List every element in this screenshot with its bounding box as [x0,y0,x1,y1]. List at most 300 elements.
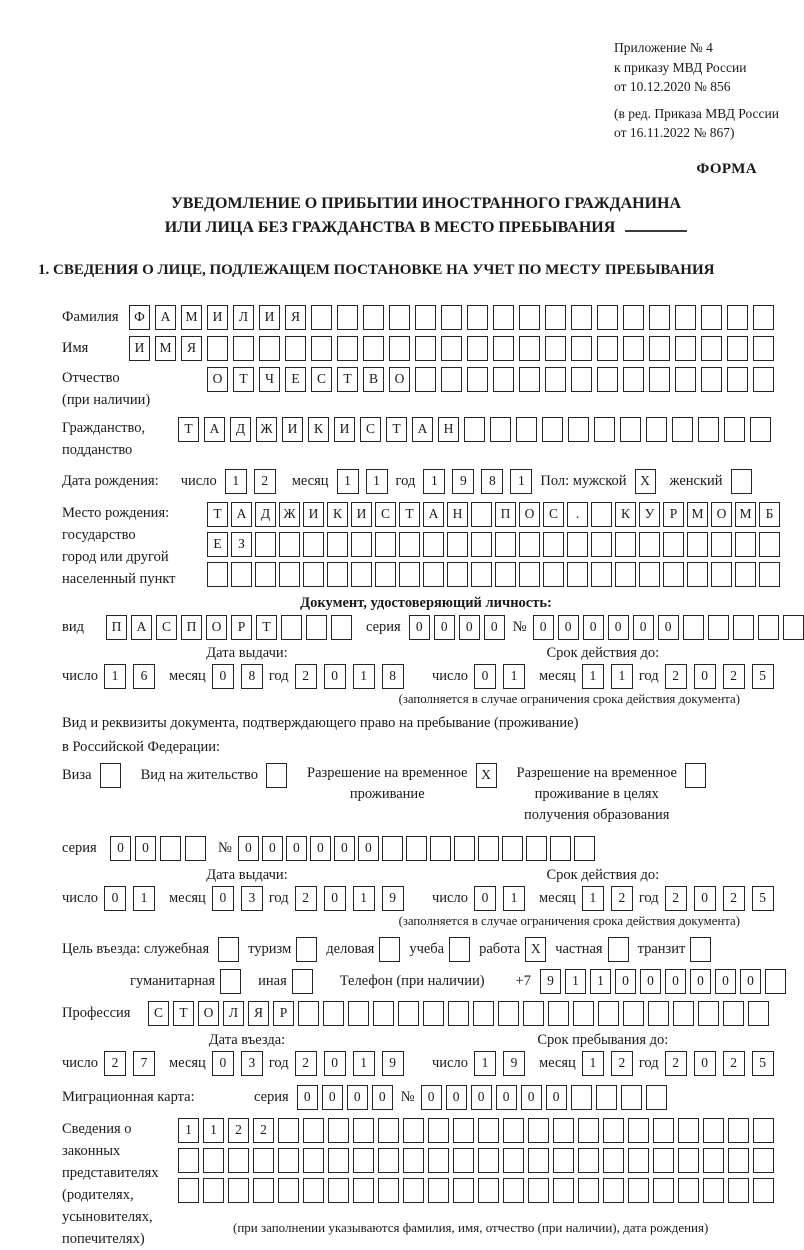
char-cell[interactable]: 0 [334,836,355,861]
char-cell[interactable] [648,1001,669,1026]
char-cell[interactable]: 0 [694,1051,716,1076]
char-cell[interactable]: Я [181,336,202,361]
char-cell[interactable]: 1 [353,1051,375,1076]
char-cell[interactable]: Т [207,502,228,527]
char-cell[interactable]: 8 [382,664,404,689]
char-cell[interactable] [728,1178,749,1203]
char-cell[interactable] [597,305,618,330]
char-cell[interactable] [623,305,644,330]
char-cell[interactable]: 5 [752,1051,774,1076]
char-cell[interactable] [428,1148,449,1173]
char-cell[interactable] [453,1118,474,1143]
char-cell[interactable] [303,532,324,557]
char-cell[interactable] [683,615,704,640]
char-cell[interactable]: 0 [434,615,455,640]
char-cell[interactable] [573,1001,594,1026]
char-cell[interactable] [327,562,348,587]
char-cell[interactable]: 0 [474,664,496,689]
char-cell[interactable]: 2 [611,886,633,911]
char-cell[interactable] [545,367,566,392]
char-cell[interactable]: 0 [583,615,604,640]
char-cell[interactable]: 0 [521,1085,542,1110]
char-cell[interactable] [311,336,332,361]
char-cell[interactable] [649,367,670,392]
char-cell[interactable]: Я [248,1001,269,1026]
char-cell[interactable]: 2 [665,1051,687,1076]
char-cell[interactable] [478,836,499,861]
char-cell[interactable] [758,615,779,640]
char-cell[interactable]: О [198,1001,219,1026]
char-cell[interactable] [678,1118,699,1143]
char-cell[interactable] [303,562,324,587]
char-cell[interactable]: Ж [279,502,300,527]
char-cell[interactable] [649,305,670,330]
char-cell[interactable]: 2 [295,886,317,911]
char-cell[interactable]: 0 [322,1085,343,1110]
char-cell[interactable]: 9 [540,969,561,994]
char-cell[interactable] [672,417,693,442]
char-cell[interactable] [399,562,420,587]
char-cell[interactable]: Т [178,417,199,442]
char-cell[interactable] [603,1148,624,1173]
char-cell[interactable] [753,1178,774,1203]
char-cell[interactable] [467,336,488,361]
char-cell[interactable]: 0 [212,886,234,911]
char-cell[interactable]: 8 [481,469,503,494]
char-cell[interactable] [403,1118,424,1143]
char-cell[interactable]: 0 [459,615,480,640]
char-cell[interactable] [615,532,636,557]
char-cell[interactable]: А [131,615,152,640]
char-cell[interactable] [415,367,436,392]
char-cell[interactable] [703,1178,724,1203]
char-cell[interactable]: Р [273,1001,294,1026]
char-cell[interactable] [571,1085,592,1110]
char-cell[interactable] [753,305,774,330]
char-cell[interactable] [646,1085,667,1110]
char-cell[interactable]: 2 [611,1051,633,1076]
char-cell[interactable] [375,562,396,587]
char-cell[interactable] [493,336,514,361]
char-cell[interactable] [545,305,566,330]
char-cell[interactable] [759,532,780,557]
char-cell[interactable]: 9 [503,1051,525,1076]
char-cell[interactable] [628,1178,649,1203]
char-cell[interactable] [591,532,612,557]
char-cell[interactable] [379,937,400,962]
char-cell[interactable]: И [303,502,324,527]
char-cell[interactable]: 6 [133,664,155,689]
char-cell[interactable] [571,367,592,392]
char-cell[interactable] [493,305,514,330]
char-cell[interactable] [207,336,228,361]
char-cell[interactable]: 2 [665,664,687,689]
char-cell[interactable]: И [351,502,372,527]
char-cell[interactable] [185,836,206,861]
char-cell[interactable]: 1 [203,1118,224,1143]
char-cell[interactable] [423,1001,444,1026]
char-cell[interactable] [498,1001,519,1026]
char-cell[interactable]: О [389,367,410,392]
char-cell[interactable]: 0 [262,836,283,861]
char-cell[interactable]: К [327,502,348,527]
char-cell[interactable]: Е [207,532,228,557]
char-cell[interactable]: О [206,615,227,640]
char-cell[interactable] [493,367,514,392]
char-cell[interactable]: 8 [241,664,263,689]
char-cell[interactable] [731,469,752,494]
char-cell[interactable]: 9 [382,1051,404,1076]
char-cell[interactable] [471,502,492,527]
char-cell[interactable] [646,417,667,442]
char-cell[interactable]: 5 [752,886,774,911]
char-cell[interactable]: 1 [366,469,388,494]
char-cell[interactable]: И [259,305,280,330]
char-cell[interactable]: З [231,532,252,557]
char-cell[interactable]: 1 [503,886,525,911]
char-cell[interactable] [218,937,239,962]
char-cell[interactable] [568,417,589,442]
char-cell[interactable] [628,1118,649,1143]
char-cell[interactable]: Ф [129,305,150,330]
char-cell[interactable]: 0 [658,615,679,640]
char-cell[interactable]: Р [231,615,252,640]
char-cell[interactable]: Я [285,305,306,330]
char-cell[interactable]: 0 [690,969,711,994]
char-cell[interactable] [454,836,475,861]
char-cell[interactable] [233,336,254,361]
char-cell[interactable]: 0 [533,615,554,640]
char-cell[interactable]: 1 [225,469,247,494]
char-cell[interactable] [328,1178,349,1203]
char-cell[interactable]: И [334,417,355,442]
char-cell[interactable] [378,1118,399,1143]
char-cell[interactable]: 2 [253,1118,274,1143]
char-cell[interactable] [553,1178,574,1203]
char-cell[interactable]: 2 [723,664,745,689]
char-cell[interactable] [478,1118,499,1143]
char-cell[interactable]: 5 [752,664,774,689]
char-cell[interactable]: И [129,336,150,361]
char-cell[interactable] [503,1178,524,1203]
char-cell[interactable] [727,336,748,361]
char-cell[interactable]: 0 [212,1051,234,1076]
char-cell[interactable] [711,562,732,587]
char-cell[interactable] [711,532,732,557]
char-cell[interactable] [639,562,660,587]
char-cell[interactable] [673,1001,694,1026]
char-cell[interactable] [278,1178,299,1203]
char-cell[interactable] [759,562,780,587]
char-cell[interactable] [351,562,372,587]
char-cell[interactable]: 0 [608,615,629,640]
char-cell[interactable]: К [615,502,636,527]
char-cell[interactable]: Д [255,502,276,527]
char-cell[interactable] [378,1178,399,1203]
char-cell[interactable]: 1 [133,886,155,911]
char-cell[interactable] [448,1001,469,1026]
char-cell[interactable]: Т [173,1001,194,1026]
char-cell[interactable]: 0 [135,836,156,861]
char-cell[interactable]: У [639,502,660,527]
char-cell[interactable] [441,367,462,392]
char-cell[interactable] [253,1178,274,1203]
char-cell[interactable] [698,417,719,442]
char-cell[interactable] [687,562,708,587]
char-cell[interactable]: 0 [297,1085,318,1110]
char-cell[interactable]: П [181,615,202,640]
char-cell[interactable]: 2 [295,664,317,689]
char-cell[interactable]: 0 [694,886,716,911]
char-cell[interactable]: 3 [241,886,263,911]
char-cell[interactable]: 0 [496,1085,517,1110]
char-cell[interactable] [545,336,566,361]
char-cell[interactable] [178,1178,199,1203]
char-cell[interactable] [571,305,592,330]
char-cell[interactable] [423,562,444,587]
char-cell[interactable] [279,532,300,557]
char-cell[interactable]: 0 [546,1085,567,1110]
char-cell[interactable]: А [155,305,176,330]
char-cell[interactable] [591,502,612,527]
char-cell[interactable]: Н [438,417,459,442]
char-cell[interactable] [663,532,684,557]
char-cell[interactable] [403,1148,424,1173]
char-cell[interactable] [598,1001,619,1026]
char-cell[interactable] [467,367,488,392]
char-cell[interactable] [603,1178,624,1203]
char-cell[interactable] [441,305,462,330]
char-cell[interactable] [678,1178,699,1203]
char-cell[interactable] [675,367,696,392]
char-cell[interactable]: 2 [665,886,687,911]
char-cell[interactable] [490,417,511,442]
char-cell[interactable]: 0 [640,969,661,994]
char-cell[interactable] [228,1178,249,1203]
char-cell[interactable] [621,1085,642,1110]
char-cell[interactable] [398,1001,419,1026]
char-cell[interactable] [783,615,804,640]
char-cell[interactable] [727,367,748,392]
char-cell[interactable]: М [181,305,202,330]
char-cell[interactable] [378,1148,399,1173]
char-cell[interactable]: И [282,417,303,442]
char-cell[interactable]: 0 [715,969,736,994]
char-cell[interactable] [526,836,547,861]
char-cell[interactable] [495,532,516,557]
char-cell[interactable]: 1 [510,469,532,494]
char-cell[interactable]: 0 [740,969,761,994]
char-cell[interactable]: 1 [582,886,604,911]
char-cell[interactable] [690,937,711,962]
char-cell[interactable]: 0 [446,1085,467,1110]
char-cell[interactable] [220,969,241,994]
char-cell[interactable]: С [311,367,332,392]
char-cell[interactable] [753,336,774,361]
char-cell[interactable] [353,1178,374,1203]
char-cell[interactable]: 1 [582,1051,604,1076]
char-cell[interactable] [571,336,592,361]
char-cell[interactable] [478,1148,499,1173]
char-cell[interactable] [298,1001,319,1026]
char-cell[interactable] [389,305,410,330]
char-cell[interactable]: 0 [212,664,234,689]
char-cell[interactable] [519,532,540,557]
char-cell[interactable] [748,1001,769,1026]
char-cell[interactable] [382,836,403,861]
char-cell[interactable] [278,1118,299,1143]
char-cell[interactable] [447,532,468,557]
char-cell[interactable]: 1 [590,969,611,994]
char-cell[interactable] [753,367,774,392]
char-cell[interactable]: 1 [611,664,633,689]
char-cell[interactable]: 0 [694,664,716,689]
char-cell[interactable]: 1 [565,969,586,994]
char-cell[interactable] [608,937,629,962]
char-cell[interactable] [278,1148,299,1173]
char-cell[interactable]: П [495,502,516,527]
char-cell[interactable]: . [567,502,588,527]
char-cell[interactable]: 0 [104,886,126,911]
char-cell[interactable] [323,1001,344,1026]
char-cell[interactable] [578,1118,599,1143]
char-cell[interactable] [728,1118,749,1143]
char-cell[interactable] [292,969,313,994]
char-cell[interactable]: П [106,615,127,640]
char-cell[interactable] [623,336,644,361]
char-cell[interactable]: С [543,502,564,527]
char-cell[interactable]: 1 [337,469,359,494]
char-cell[interactable] [228,1148,249,1173]
char-cell[interactable] [259,336,280,361]
char-cell[interactable] [603,1118,624,1143]
char-cell[interactable] [597,336,618,361]
char-cell[interactable] [423,532,444,557]
char-cell[interactable] [495,562,516,587]
char-cell[interactable] [596,1085,617,1110]
char-cell[interactable] [502,836,523,861]
char-cell[interactable] [703,1148,724,1173]
char-cell[interactable] [623,367,644,392]
char-cell[interactable] [750,417,771,442]
char-cell[interactable]: А [423,502,444,527]
char-cell[interactable] [597,367,618,392]
char-cell[interactable] [306,615,327,640]
char-cell[interactable]: А [231,502,252,527]
char-cell[interactable] [649,336,670,361]
char-cell[interactable] [285,336,306,361]
char-cell[interactable] [503,1118,524,1143]
char-cell[interactable] [337,305,358,330]
char-cell[interactable] [279,562,300,587]
char-cell[interactable]: А [204,417,225,442]
char-cell[interactable] [303,1148,324,1173]
char-cell[interactable]: Л [223,1001,244,1026]
char-cell[interactable] [663,562,684,587]
char-cell[interactable]: Ч [259,367,280,392]
char-cell[interactable]: 0 [633,615,654,640]
char-cell[interactable] [620,417,641,442]
char-cell[interactable] [327,532,348,557]
char-cell[interactable]: Т [256,615,277,640]
char-cell[interactable]: 0 [421,1085,442,1110]
char-cell[interactable] [363,336,384,361]
char-cell[interactable] [389,336,410,361]
char-cell[interactable] [653,1148,674,1173]
char-cell[interactable] [735,532,756,557]
char-cell[interactable] [701,305,722,330]
char-cell[interactable] [207,562,228,587]
char-cell[interactable] [478,1178,499,1203]
char-cell[interactable] [363,305,384,330]
char-cell[interactable] [753,1118,774,1143]
char-cell[interactable]: 7 [133,1051,155,1076]
char-cell[interactable]: О [711,502,732,527]
char-cell[interactable] [519,367,540,392]
char-cell[interactable]: М [687,502,708,527]
char-cell[interactable] [550,836,571,861]
char-cell[interactable]: 0 [110,836,131,861]
char-cell[interactable]: Т [386,417,407,442]
char-cell[interactable]: Ж [256,417,277,442]
char-cell[interactable]: 0 [558,615,579,640]
char-cell[interactable] [528,1148,549,1173]
char-cell[interactable] [678,1148,699,1173]
char-cell[interactable] [727,305,748,330]
char-cell[interactable] [353,1148,374,1173]
char-cell[interactable]: 0 [347,1085,368,1110]
char-cell[interactable] [687,532,708,557]
char-cell[interactable] [415,336,436,361]
char-cell[interactable]: М [735,502,756,527]
char-cell[interactable]: X [635,469,656,494]
char-cell[interactable]: 0 [358,836,379,861]
char-cell[interactable]: 9 [382,886,404,911]
char-cell[interactable] [724,417,745,442]
char-cell[interactable]: 2 [723,1051,745,1076]
char-cell[interactable] [428,1118,449,1143]
char-cell[interactable]: 0 [324,886,346,911]
char-cell[interactable] [328,1118,349,1143]
char-cell[interactable] [675,336,696,361]
char-cell[interactable]: X [476,763,497,788]
char-cell[interactable]: Б [759,502,780,527]
char-cell[interactable] [473,1001,494,1026]
char-cell[interactable]: С [156,615,177,640]
char-cell[interactable] [553,1118,574,1143]
char-cell[interactable]: 1 [353,886,375,911]
char-cell[interactable] [723,1001,744,1026]
char-cell[interactable]: О [207,367,228,392]
char-cell[interactable] [543,532,564,557]
char-cell[interactable]: Е [285,367,306,392]
char-cell[interactable] [528,1178,549,1203]
char-cell[interactable] [574,836,595,861]
char-cell[interactable]: 0 [665,969,686,994]
char-cell[interactable] [733,615,754,640]
char-cell[interactable]: 9 [452,469,474,494]
char-cell[interactable] [628,1148,649,1173]
char-cell[interactable] [403,1178,424,1203]
char-cell[interactable] [441,336,462,361]
char-cell[interactable] [471,562,492,587]
char-cell[interactable]: 1 [503,664,525,689]
char-cell[interactable] [753,1148,774,1173]
char-cell[interactable] [703,1118,724,1143]
char-cell[interactable]: 0 [310,836,331,861]
char-cell[interactable] [523,1001,544,1026]
char-cell[interactable]: 0 [409,615,430,640]
